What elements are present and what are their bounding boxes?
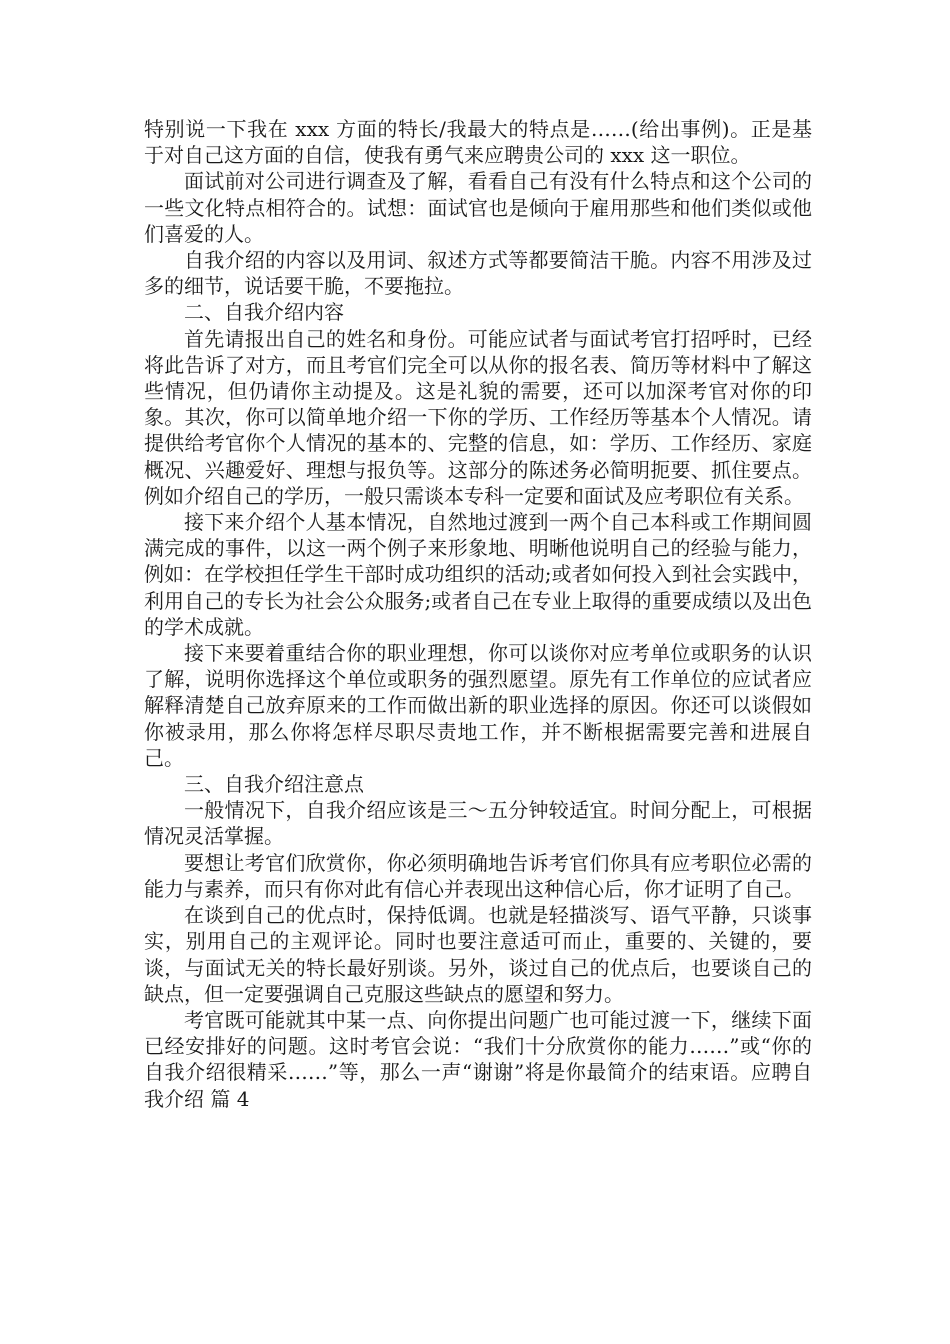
section-heading: 三、自我介绍注意点	[184, 772, 364, 797]
paragraph: 自我介绍的内容以及用词、叙述方式等都要简洁干脆。内容不用涉及过多的细节，说话要干脆，不要拖拉。	[144, 248, 812, 299]
paragraph: 要想让考官们欣赏你，你必须明确地告诉考官们你具有应考职位必需的能力与素养，而只有你对此有信心并表现出这种信心后，你才证明了自己。	[144, 850, 812, 901]
section-heading: 二、自我介绍内容	[184, 300, 344, 325]
paragraph: 在谈到自己的优点时，保持低调。也就是轻描淡写、语气平静，只谈事实，别用自己的主观评论。同时也要注意适可而止，重要的、关键的，要谈，与面试无关的特长最好别谈。另外，谈过自己的优点后，也要谈自己的缺点，但一定要强调自己克服这些缺点的愿望和努力。	[144, 903, 812, 1006]
document-body	[144, 116, 812, 1112]
paragraph: 首先请报出自己的姓名和身份。可能应试者与面试考官打招呼时，已经将此告诉了对方，而且考官们完全可以从你的报名表、简历等材料中了解这些情况，但仍请你主动提及。这是礼貌的需要，还可以加深考官对你的印象。其次，你可以简单地介绍一下你的学历、工作经历等基本个人情况。请提供给考官你个人情况的基本的、完整的信息，如：学历、工作经历、家庭概况、兴趣爱好、理想与报负等。这部分的陈述务必简明扼要、抓住要点。例如介绍自己的学历，一般只需谈本专科一定要和面试及应考职位有关系。	[144, 326, 812, 508]
paragraph: 考官既可能就其中某一点、向你提出问题广也可能过渡一下，继续下面已经安排好的问题。这时考官会说：“我们十分欣赏你的能力……”或“你的自我介绍很精采……”等，那么一声“谢谢”将是你最简介的结束语。应聘自我介绍 篇 4	[144, 1007, 812, 1111]
paragraph: 特别说一下我在 xxx 方面的特长/我最大的特点是……(给出事例)。正是基于对自己这方面的自信，使我有勇气来应聘贵公司的 xxx 这一职位。	[144, 117, 812, 168]
paragraph: 接下来要着重结合你的职业理想，你可以谈你对应考单位或职务的认识了解，说明你选择这个单位或职务的强烈愿望。原先有工作单位的应试者应解释清楚自己放弃原来的工作而做出新的职业选择的原因。你还可以谈假如你被录用，那么你将怎样尽职尽责地工作，并不断根据需要完善和进展自己。	[144, 641, 812, 770]
paragraph: 接下来介绍个人基本情况，自然地过渡到一两个自己本科或工作期间圆满完成的事件，以这一两个例子来形象地、明晰他说明自己的经验与能力，例如：在学校担任学生干部时成功组织的活动;或者如何投入到社会实践中，利用自己的专长为社会公众服务;或者自己在专业上取得的重要成绩以及出色的学术成就。	[144, 510, 812, 639]
paragraph: 一般情况下，自我介绍应该是三～五分钟较适宜。时间分配上，可根据情况灵活掌握。	[144, 798, 812, 849]
paragraph: 面试前对公司进行调查及了解，看看自己有没有什么特点和这个公司的一些文化特点相符合的。试想：面试官也是倾向于雇用那些和他们类似或他们喜爱的人。	[144, 169, 812, 246]
